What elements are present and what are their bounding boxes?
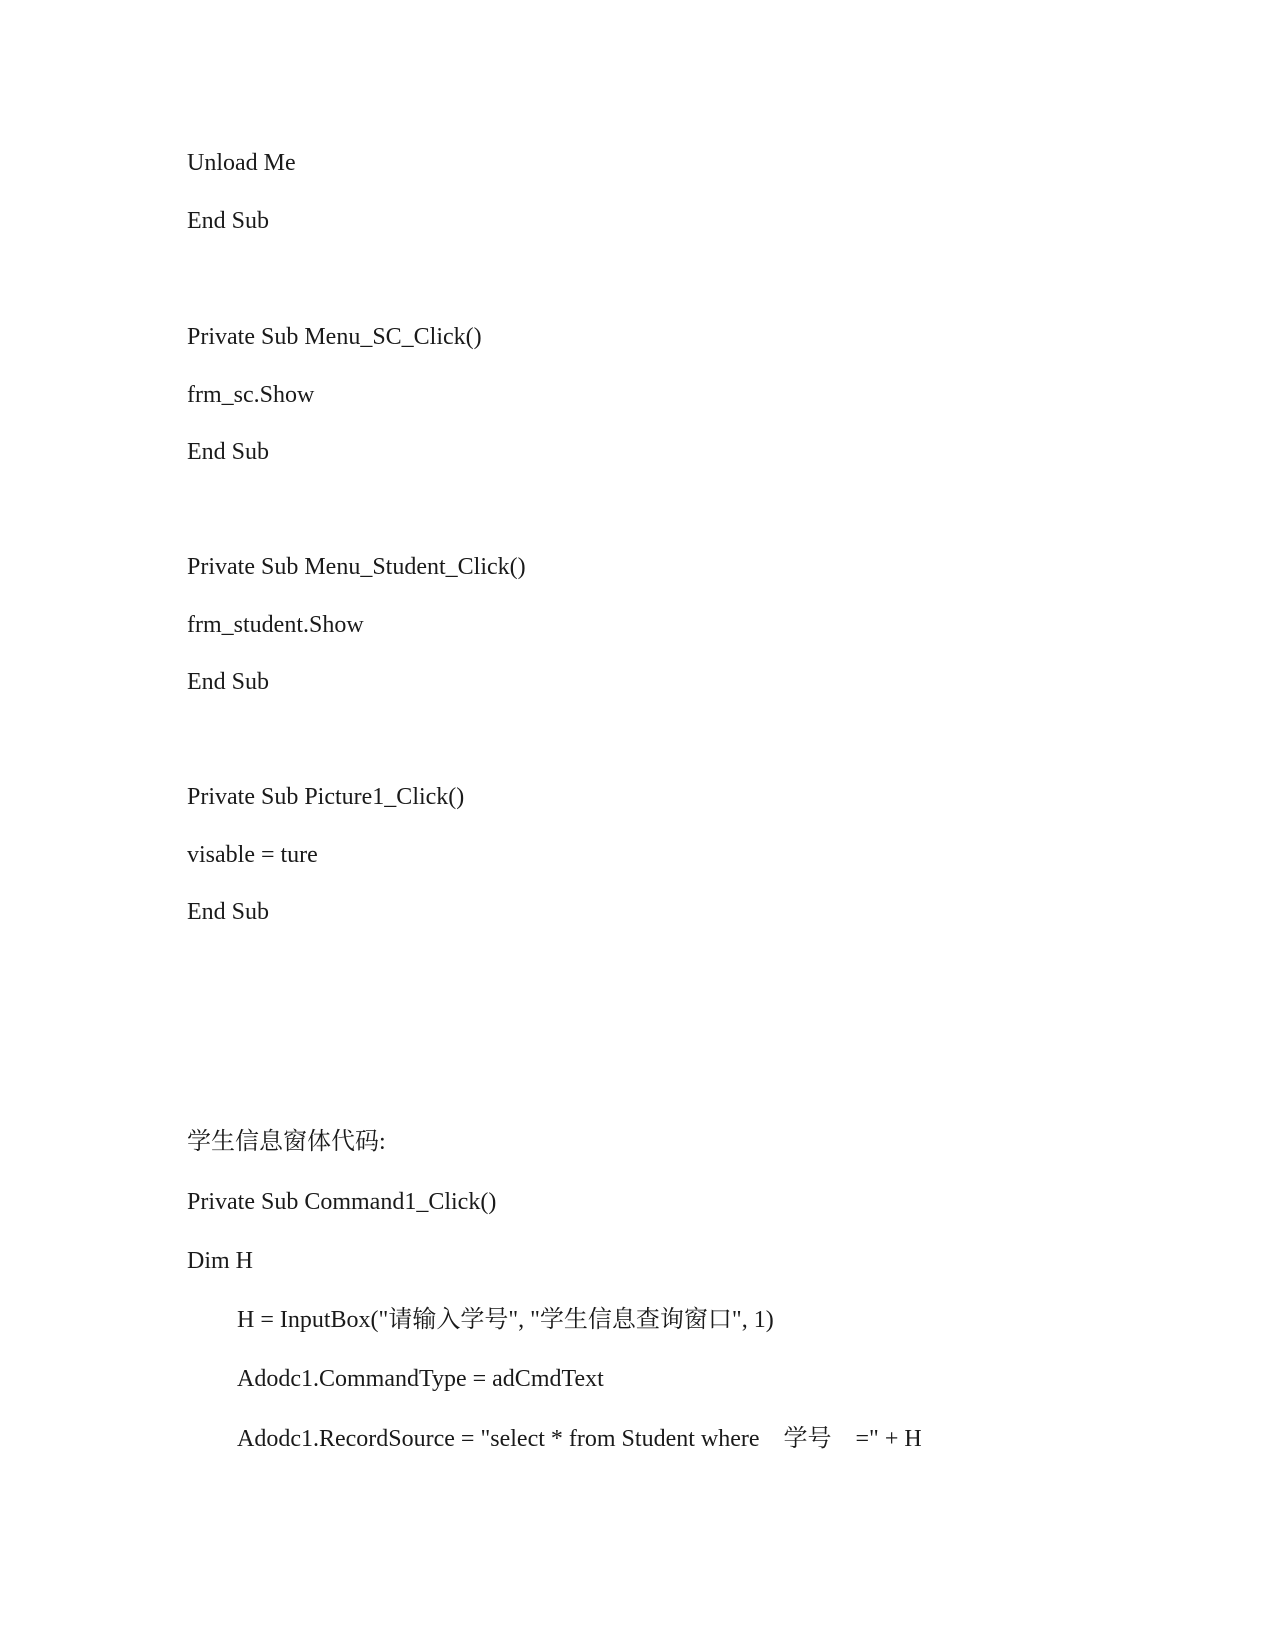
code-line: Dim H bbox=[187, 1248, 253, 1274]
code-line: Private Sub Menu_SC_Click() bbox=[187, 324, 482, 350]
code-line: Unload Me bbox=[187, 150, 296, 176]
code-line: End Sub bbox=[187, 439, 270, 465]
code-line: Adodc1.CommandType = adCmdText bbox=[237, 1366, 604, 1392]
code-line: frm_student.Show bbox=[187, 612, 364, 638]
code-line: End Sub bbox=[187, 669, 270, 695]
code-line: Adodc1.RecordSource = "select * from Student where 学号 =" + H bbox=[237, 1426, 922, 1452]
code-line: End Sub bbox=[187, 208, 270, 234]
code-line: frm_sc.Show bbox=[187, 382, 315, 408]
code-line: H = InputBox("请输入学号", "学生信息查询窗口", 1) bbox=[237, 1307, 774, 1333]
code-line: Private Sub Command1_Click() bbox=[187, 1189, 497, 1215]
code-line: End Sub bbox=[187, 899, 270, 925]
section-heading: 学生信息窗体代码: bbox=[187, 1129, 386, 1155]
code-line: Private Sub Menu_Student_Click() bbox=[187, 554, 526, 580]
code-line: Private Sub Picture1_Click() bbox=[187, 784, 465, 810]
code-line: visable = ture bbox=[187, 842, 318, 868]
